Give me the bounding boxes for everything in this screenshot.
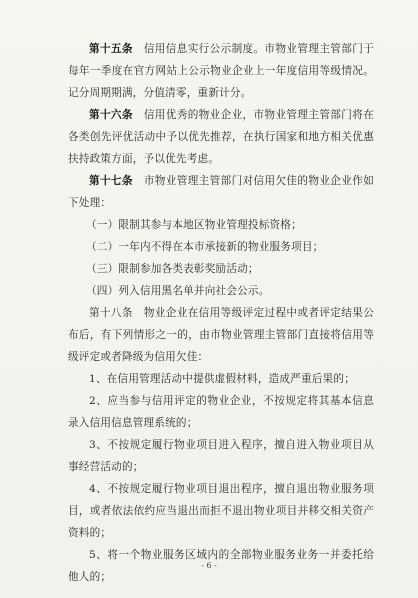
article-17-item-3: （三）限制参加各类表彰奖励活动；	[86, 263, 259, 275]
article-15	[68, 38, 374, 104]
article-18: 第十八条 物业企业在信用等级评定过程中或者评定结果公布后，有下列情形之一的，由市物业管理主管部门直接将信用等级评定或者降级为信用欠佳：	[68, 307, 374, 363]
article-18-item-1: 1、在信用管理活动中提供虚假材料，造成严重后果的；	[89, 373, 355, 385]
article-17	[68, 170, 374, 214]
article-17-item-1: （一）限制其参与本地区物业管理投标资格；	[86, 219, 302, 231]
article-17-text: 市物业管理主管部门对信用欠佳的物业企业作如下处理：	[68, 175, 374, 209]
article-17-title: 第十七条	[89, 175, 133, 187]
article-16	[68, 104, 374, 170]
page-number: - 6 -	[201, 561, 217, 570]
article-18-item-5: 5、将一个物业服务区域内的全部物业服务业务一并委托给他人的；	[68, 549, 374, 583]
article-16-title: 第十六条	[89, 109, 133, 121]
article-15-title: 第十五条	[89, 43, 133, 55]
article-18-item-4: 4、不按规定履行物业项目退出程序，擅自退出物业服务项目，或者依法依约应当退出而拒不退出物业项目并移交相关资产资料的；	[68, 483, 374, 539]
article-18-item-3: 3、不按规定履行物业项目进入程序，擅自进入物业项目从事经营活动的；	[68, 439, 374, 473]
article-18-item-2: 2、应当参与信用评定的物业企业，不按规定将其基本信息录入信用信息管理系统的；	[68, 395, 374, 429]
article-17-item-4: （四）列入信用黑名单并向社会公示。	[86, 285, 270, 297]
article-17-item-2: （二）一年内不得在本市承接新的物业服务项目；	[86, 241, 324, 253]
article-16-text: 信用优秀的物业企业，市物业管理主管部门将在各类创先评优活动中予以优先推荐，在执行国家和地方相关优惠扶持政策方面，予以优先考虑。	[68, 109, 374, 165]
document-body	[68, 38, 374, 588]
article-15-text: 信用信息实行公示制度。市物业管理主管部门于每年一季度在官方网站上公示物业企业上一年度信用等级情况。记分周期期满，分值清零，重新计分。	[68, 43, 374, 99]
